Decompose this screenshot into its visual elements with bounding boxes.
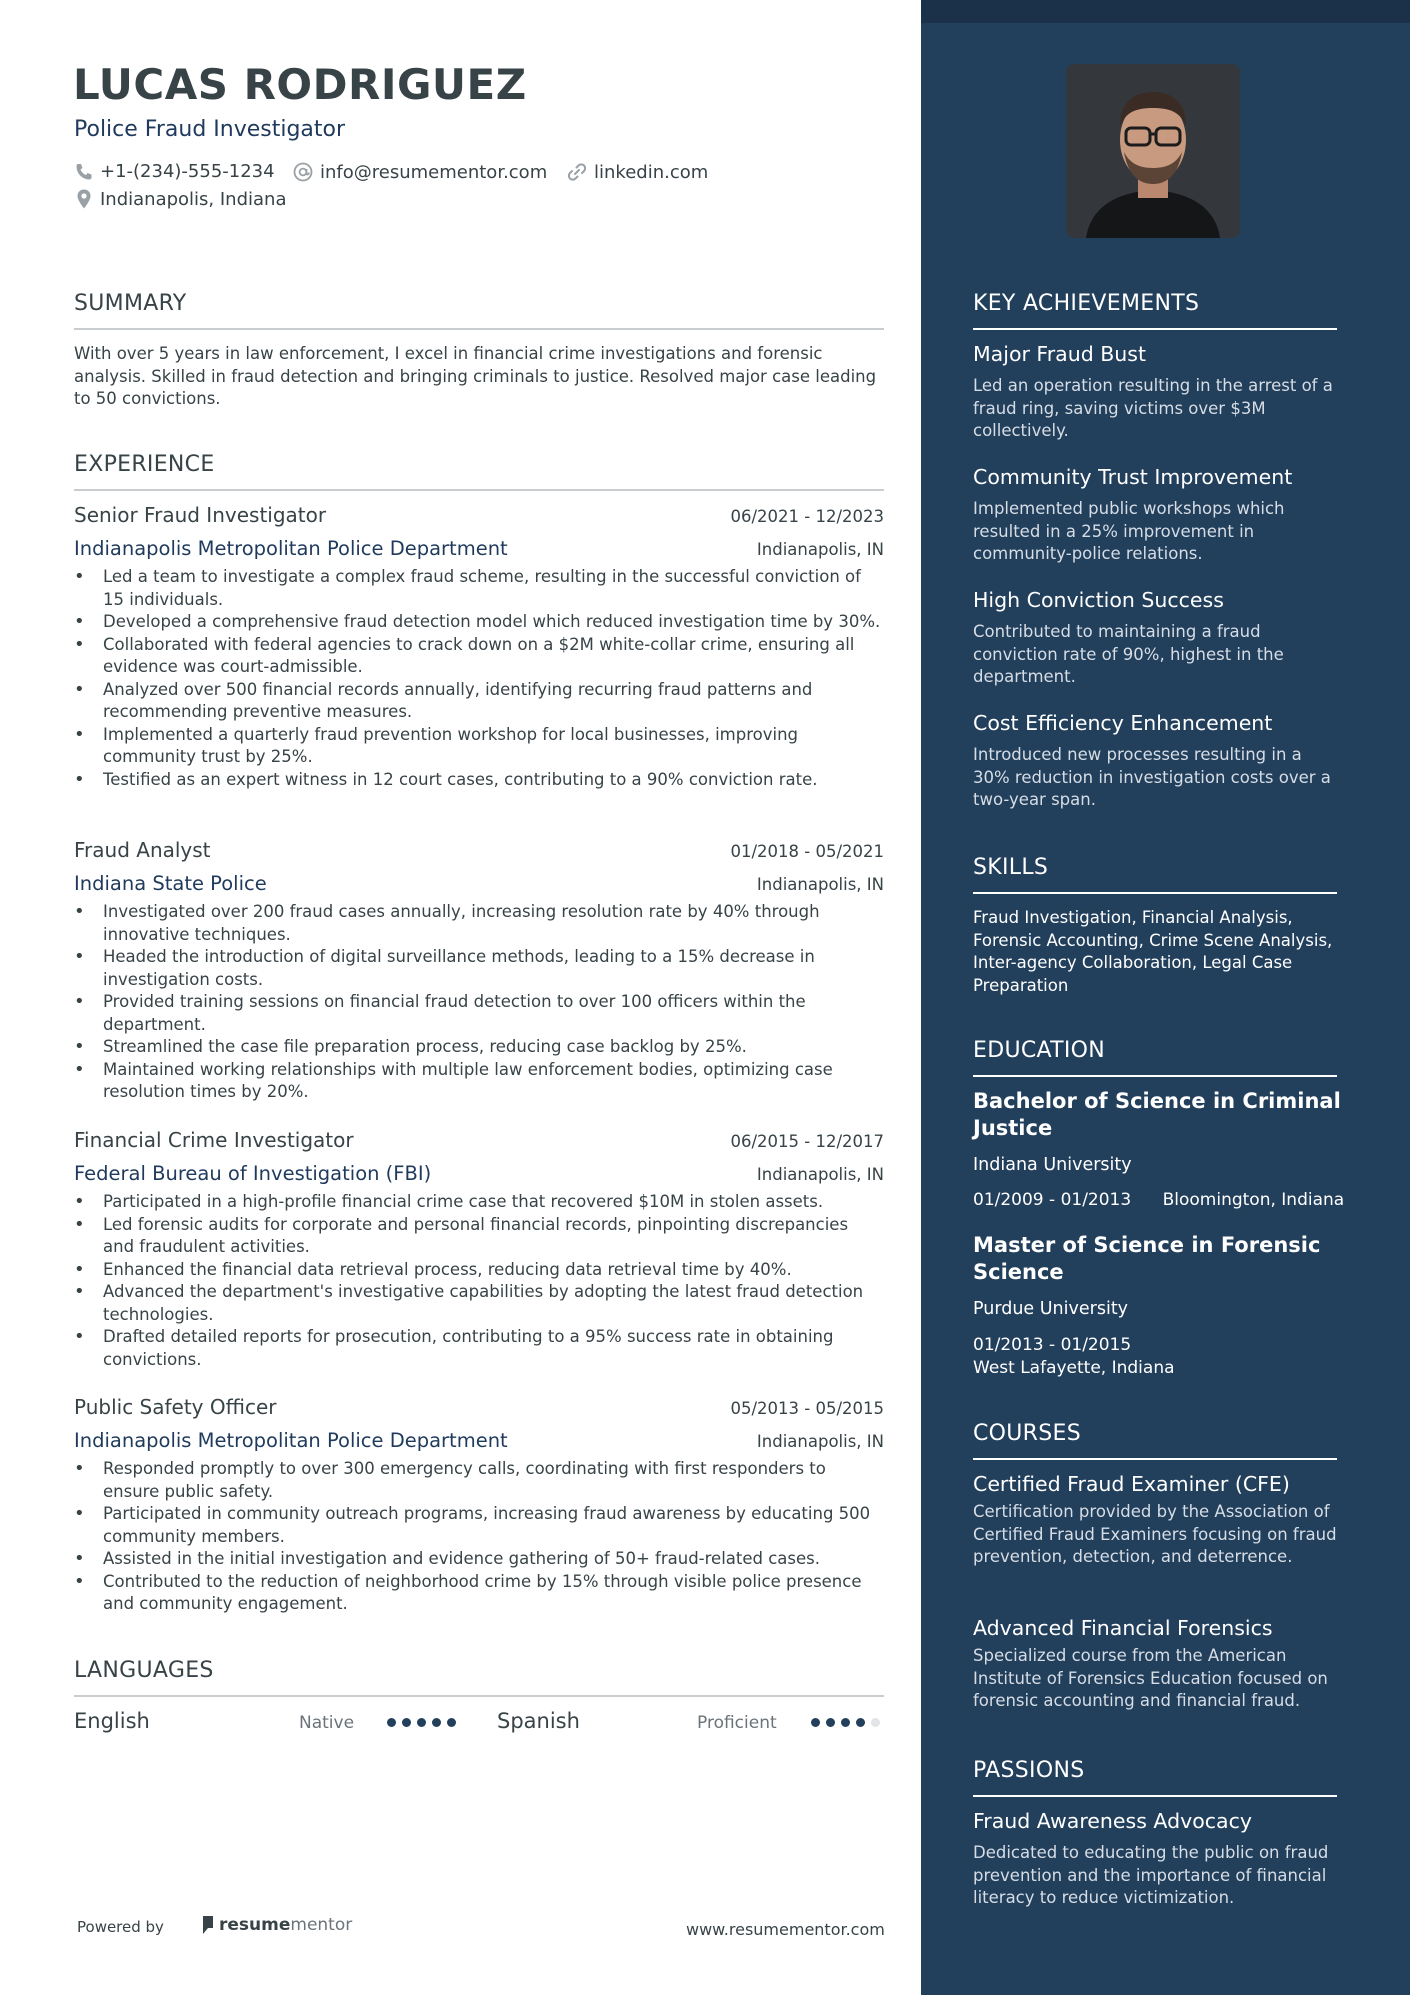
bullet-item: • Assisted in the initial investigation and evidence gathering of 50+ fraud-related cases. xyxy=(74,1548,884,1571)
job-bullets xyxy=(74,566,884,791)
bullet-item: • Drafted detailed reports for prosecution, contributing to a 95% success rate in obtaining convictions. xyxy=(74,1326,884,1371)
bullet-item: • Led forensic audits for corporate and personal financial records, pinpointing discrepancies and fraudulent activities. xyxy=(74,1214,884,1259)
job-bullets xyxy=(74,901,884,1104)
at-icon xyxy=(292,161,314,183)
phone-icon xyxy=(74,162,94,182)
language-rating xyxy=(387,1718,456,1727)
bullet-item: • Maintained working relationships with multiple law enforcement bodies, optimizing case resolution times by 20%. xyxy=(74,1059,884,1104)
rating-dot-filled xyxy=(811,1718,820,1727)
achievements-heading: KEY ACHIEVEMENTS xyxy=(973,291,1337,330)
achievement-item xyxy=(973,465,1343,566)
contact-linkedin[interactable] xyxy=(566,161,708,183)
profile-portrait-icon xyxy=(1066,64,1240,238)
job-location: Indianapolis, IN xyxy=(756,540,884,559)
summary-text: With over 5 years in law enforcement, I excel in financial crime investigations and forensic analysis. Skilled in fraud detection and bringing criminals to justice. Resolved major case leading to 50 convictions. xyxy=(74,344,877,408)
job-entry xyxy=(74,838,884,1104)
rating-dot-filled xyxy=(387,1718,396,1727)
bullet-item: • Enhanced the financial data retrieval process, reducing data retrieval time by 40%. xyxy=(74,1259,884,1282)
job-organization: Indianapolis Metropolitan Police Department xyxy=(74,537,508,560)
sidebar-top-band xyxy=(921,0,1410,23)
job-entry xyxy=(74,503,884,791)
bullet-item: • Analyzed over 500 financial records annually, identifying recurring fraud patterns and recommending preventive measures. xyxy=(74,679,884,724)
course-title: Advanced Financial Forensics xyxy=(973,1616,1273,1640)
achievement-desc: Implemented public workshops which resulted in a 25% improvement in community-police relations. xyxy=(973,499,1285,563)
job-dates: 05/2013 - 05/2015 xyxy=(730,1399,884,1418)
job-organization: Indianapolis Metropolitan Police Department xyxy=(74,1429,508,1452)
achievement-title: High Conviction Success xyxy=(973,588,1224,612)
education-meta xyxy=(973,1190,1344,1210)
job-dates: 06/2015 - 12/2017 xyxy=(730,1132,884,1151)
achievement-desc: Led an operation resulting in the arrest of a fraud ring, saving victims over $3M collectively. xyxy=(973,376,1333,440)
logo-text-light: mentor xyxy=(290,1915,353,1935)
course-desc: Certification provided by the Association of Certified Fraud Examiners focusing on fraud prevention, detection, and deterrence. xyxy=(973,1502,1337,1566)
education-school: Purdue University xyxy=(973,1299,1129,1319)
job-title: Senior Fraud Investigator xyxy=(74,503,327,527)
education-heading: EDUCATION xyxy=(973,1038,1337,1077)
bullet-item: • Participated in a high-profile financial crime case that recovered $10M in stolen assets. xyxy=(74,1191,884,1214)
skills-list: Fraud Investigation, Financial Analysis, Forensic Accounting, Crime Scene Analysis, Inter-agency Collaboration, Legal Case Preparation xyxy=(973,908,1333,995)
candidate-name: LUCAS RODRIGUEZ xyxy=(73,60,527,109)
education-location: Bloomington, Indiana xyxy=(1162,1190,1345,1210)
passion-desc: Dedicated to educating the public on fraud prevention and the importance of financial literacy to reduce victimization. xyxy=(973,1843,1329,1907)
rating-dot-filled xyxy=(402,1718,411,1727)
contact-phone[interactable] xyxy=(74,161,275,182)
achievement-item xyxy=(973,711,1343,812)
rating-dot-filled xyxy=(841,1718,850,1727)
rating-dot-filled xyxy=(417,1718,426,1727)
language-name: Spanish xyxy=(497,1709,580,1733)
candidate-role: Police Fraud Investigator xyxy=(74,117,346,142)
job-entry xyxy=(74,1128,884,1371)
language-name: English xyxy=(74,1709,150,1733)
language-level: Proficient xyxy=(697,1713,777,1733)
achievement-item xyxy=(973,588,1343,689)
achievement-title: Major Fraud Bust xyxy=(973,342,1147,366)
resumementor-logo[interactable] xyxy=(200,1915,352,1935)
footer-powered-by: Powered by xyxy=(77,1918,164,1936)
achievement-item xyxy=(973,342,1343,443)
achievement-title: Cost Efficiency Enhancement xyxy=(973,711,1273,735)
phone-text: +1-(234)-555-1234 xyxy=(100,161,275,182)
job-organization: Federal Bureau of Investigation (FBI) xyxy=(74,1162,432,1185)
job-organization: Indiana State Police xyxy=(74,872,267,895)
email-text: info@resumementor.com xyxy=(320,161,548,183)
bullet-item: • Developed a comprehensive fraud detection model which reduced investigation time by 30%. xyxy=(74,611,884,634)
languages-row xyxy=(74,1709,884,1737)
job-title: Financial Crime Investigator xyxy=(74,1128,354,1152)
education-school: Indiana University xyxy=(973,1155,1132,1175)
job-bullets xyxy=(74,1191,884,1371)
bullet-item: • Participated in community outreach programs, increasing fraud awareness by educating 500 community members. xyxy=(74,1503,884,1548)
course-item xyxy=(973,1616,1343,1713)
summary-heading: SUMMARY xyxy=(74,291,884,330)
experience-heading: EXPERIENCE xyxy=(74,452,884,491)
contact-email[interactable] xyxy=(292,161,547,183)
job-entry xyxy=(74,1395,884,1616)
profile-photo xyxy=(1066,64,1240,238)
location-pin-icon xyxy=(74,188,94,210)
bullet-item: • Led a team to investigate a complex fraud scheme, resulting in the successful conviction of 15 individuals. xyxy=(74,566,884,611)
resumementor-logo-icon xyxy=(200,1915,216,1935)
rating-dot-filled xyxy=(826,1718,835,1727)
job-bullets xyxy=(74,1458,884,1616)
course-title: Certified Fraud Examiner (CFE) xyxy=(973,1472,1290,1496)
bullet-item: • Advanced the department's investigative capabilities by adopting the latest fraud detection technologies. xyxy=(74,1281,884,1326)
bullet-item: • Streamlined the case file preparation process, reducing case backlog by 25%. xyxy=(74,1036,884,1059)
language-level: Native xyxy=(299,1713,355,1733)
job-location: Indianapolis, IN xyxy=(756,1432,884,1451)
education-dates: 01/2013 - 01/2015 xyxy=(973,1335,1132,1355)
logo-text-bold: resume xyxy=(219,1915,291,1935)
achievement-desc: Introduced new processes resulting in a 30% reduction in investigation costs over a two-year span. xyxy=(973,745,1331,809)
rating-dot-empty xyxy=(871,1718,880,1727)
bullet-item: • Implemented a quarterly fraud prevention workshop for local businesses, improving community trust by 25%. xyxy=(74,724,884,769)
bullet-item: • Provided training sessions on financial fraud detection to over 100 officers within the department. xyxy=(74,991,884,1036)
bullet-item: • Headed the introduction of digital surveillance methods, leading to a 15% decrease in investigation costs. xyxy=(74,946,884,991)
passion-title: Fraud Awareness Advocacy xyxy=(973,1809,1252,1833)
bullet-item: • Collaborated with federal agencies to crack down on a $2M white-collar crime, ensuring all evidence was court-admissible. xyxy=(74,634,884,679)
achievement-title: Community Trust Improvement xyxy=(973,465,1293,489)
education-dates: 01/2009 - 01/2013 xyxy=(973,1190,1132,1210)
job-title: Fraud Analyst xyxy=(74,838,211,862)
footer-url[interactable]: www.resumementor.com xyxy=(686,1920,885,1939)
passions-heading: PASSIONS xyxy=(973,1758,1337,1797)
location-text: Indianapolis, Indiana xyxy=(100,188,287,210)
education-degree: Master of Science in Forensic Science xyxy=(973,1233,1321,1284)
courses-heading: COURSES xyxy=(973,1421,1337,1460)
languages-heading: LANGUAGES xyxy=(74,1658,884,1697)
course-desc: Specialized course from the American Institute of Forensics Education focused on forensic accounting and financial fraud. xyxy=(973,1646,1328,1710)
bullet-item: • Testified as an expert witness in 12 court cases, contributing to a 90% conviction rate. xyxy=(74,769,884,792)
education-degree: Bachelor of Science in Criminal Justice xyxy=(973,1089,1341,1140)
skills-heading: SKILLS xyxy=(973,855,1337,894)
job-location: Indianapolis, IN xyxy=(756,1165,884,1184)
linkedin-text: linkedin.com xyxy=(594,161,709,183)
link-icon xyxy=(566,161,588,183)
education-meta xyxy=(973,1334,1175,1379)
sidebar xyxy=(921,0,1410,1995)
rating-dot-filled xyxy=(432,1718,441,1727)
rating-dot-filled xyxy=(447,1718,456,1727)
rating-dot-filled xyxy=(856,1718,865,1727)
bullet-item: • Responded promptly to over 300 emergency calls, coordinating with first responders to ensure public safety. xyxy=(74,1458,884,1503)
achievement-desc: Contributed to maintaining a fraud conviction rate of 90%, highest in the department. xyxy=(973,622,1284,686)
job-dates: 01/2018 - 05/2021 xyxy=(730,842,884,861)
education-location: West Lafayette, Indiana xyxy=(973,1357,1175,1378)
language-rating xyxy=(811,1718,880,1727)
course-item xyxy=(973,1472,1343,1569)
contact-location xyxy=(74,188,287,210)
job-location: Indianapolis, IN xyxy=(756,875,884,894)
bullet-item: • Contributed to the reduction of neighborhood crime by 15% through visible police presence and community engagement. xyxy=(74,1571,884,1616)
job-dates: 06/2021 - 12/2023 xyxy=(730,507,884,526)
job-title: Public Safety Officer xyxy=(74,1395,277,1419)
bullet-item: • Investigated over 200 fraud cases annually, increasing resolution rate by 40% through innovative techniques. xyxy=(74,901,884,946)
passion-item xyxy=(973,1809,1343,1910)
